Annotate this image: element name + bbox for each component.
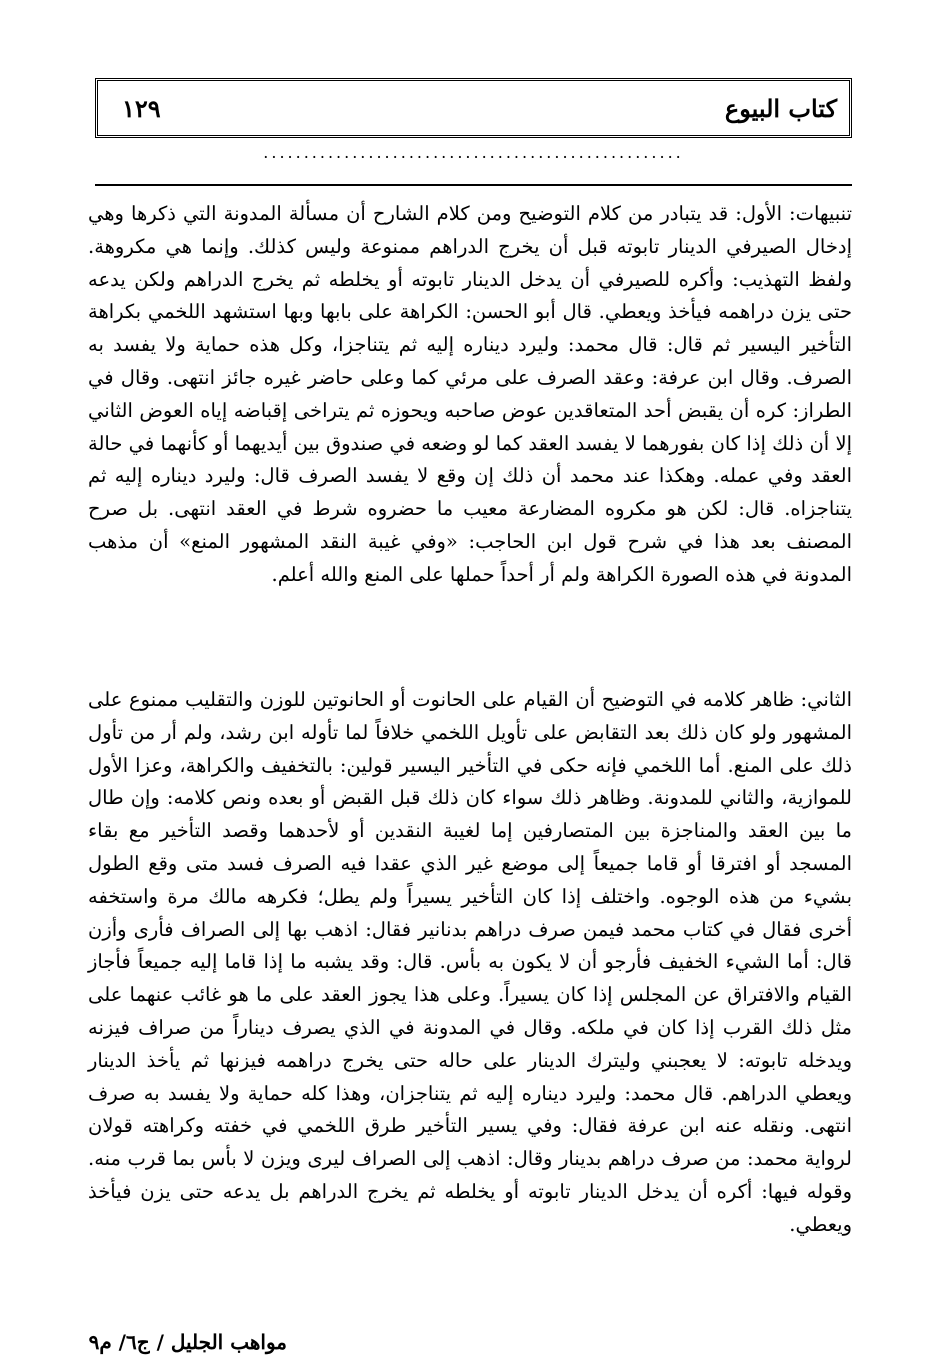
horizontal-rule — [95, 184, 852, 186]
dotted-separator: .................................................... — [263, 144, 684, 162]
body-paragraph: الثاني: ظاهر كلامه في التوضيح أن القيام على الحانوت أو الحانوتين للوزن والتقليب ممنوع على المشهور ولو كان ذلك بعد التقابض على تأويل اللخمي خلافاً لما تأوله ابن رشد، ولم أر من تأول ذلك على المنع. أما اللخمي فإنه حكى في التأخير اليسير قولين: بالتخفيف والكراهة، وعزا الأول للموازية، والثاني للمدونة. وظاهر ذلك سواء كان ذلك قبل القبض أو بعده ونص كلامه: وإن طال ما بين العقد والمناجزة بين المتصارفين إما لغيبة النقدين أو لأحدهما وقصد التأخير مع بقاء المسجد أو افترقا أو قاما جميعاً إلى موضع غير الذي عقدا فيه الصرف فسد متى وقع الطول بشيء من هذه الوجوه. واختلف إذا كان التأخير يسيراً ولم يطل؛ فكرهه مالك مرة واستخفه أخرى فقال في كتاب محمد فيمن صرف دراهم بدنانير فقال: اذهب بها إلى الصراف فأرى وأزن قال: أما الشيء الخفيف فأرجو أن لا يكون به بأس. قال: وقد يشبه ما إذا قاما إليه جميعاً فأجاز القيام والافتراق عن المجلس إذا كان يسيراً. وعلى هذا يجوز العقد على ما هو غائب عنهما على مثل ذلك القرب إذا كان في ملكه. وقال في المدونة في الذي يصرف ديناراً من صراف فيزنه ويدخله تابوته: لا يعجبني وليترك الدينار على حاله حتى يخرج دراهمه فيزنها ثم يأخذ الدينار ويعطي الدراهم. قال محمد: وليرد ديناره إليه ثم يتناجزان، وهذا كله حماية ولا يفسد به صرف انتهى. ونقله عنه ابن عرفة فقال: وفي يسير التأخير طرق اللخمي في خفته وكراهته قولان لرواية محمد: من صرف دراهم بدينار وقال: اذهب إلى الصراف ليرى ويزن لا بأس بما قرب منه. وقوله فيها: أكره أن يدخل الدينار تابوته أو يخلطه ثم يخرج الدراهم بل يدعه حتى يزن فيأخذ ويعطي. — [88, 688, 852, 1236]
running-header — [95, 78, 852, 138]
footer-signature: مواهب الجليل / ج٦/ م٩ — [88, 1330, 287, 1354]
body-paragraph: تنبيهات: الأول: قد يتبادر من كلام التوضيح ومن كلام الشارح أن مسألة المدونة التي ذكرها وهي إدخال الصيرفي الدينار تابوته قبل أن يخرج الدراهم ممنوعة وليس كذلك. وإنما هي مكروهة. ولفظ التهذيب: وأكره للصيرفي أن يدخل الدينار تابوته أو يخلطه ثم يخرج الدراهم ولكن يدعه حتى يزن دراهمه فيأخذ ويعطي. قال أبو الحسن: الكراهة على بابها وبها استشهد اللخمي بكراهة التأخير اليسير ثم قال: قال محمد: وليرد ديناره إليه ثم يتناجزا، وكل هذه حماية ولا يفسد به الصرف. وقال ابن عرفة: وعقد الصرف على مرئي كما وعلى حاضر غيره جائز انتهى. وقال في الطراز: كره أن يقبض أحد المتعاقدين عوض صاحبه ويحوزه ثم يتراخى إقباضه إياه العوض الثاني إلا أن ذلك إذا كان بفورهما لا يفسد العقد كما لو وضعه في صندوق بين أيديهما أو كأنهما في حالة العقد وفي عمله. وهكذا عند محمد أن ذلك إن وقع لا يفسد الصرف قال: وليرد ديناره إليه ثم يتناجزاه. قال: لكن هو مكروه المضارعة معيب ما حضروه شرط في العقد انتهى. بل صرح المصنف بعد هذا في شرح قول ابن الحاجب: «وفي غيبة النقد المشهور المنع» أن مذهب المدونة في هذه الصورة الكراهة ولم أر أحداً حملها على المنع والله أعلم. — [88, 202, 852, 586]
page-number: ١٢٩ — [122, 94, 161, 123]
chapter-title: كتاب البيوع — [724, 94, 837, 123]
